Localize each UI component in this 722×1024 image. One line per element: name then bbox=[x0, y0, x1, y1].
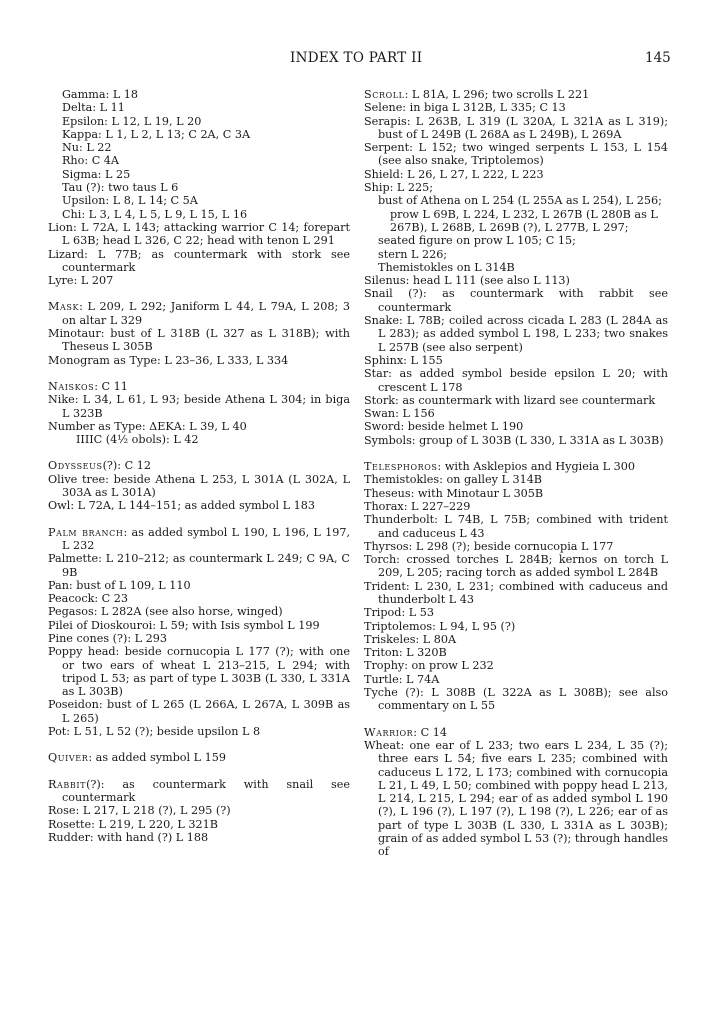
index-subentry bbox=[48, 181, 350, 194]
index-entry bbox=[48, 698, 350, 725]
index-entry bbox=[364, 420, 668, 433]
index-entry bbox=[364, 367, 668, 394]
entry-text: Triptolemos: L 94, L 95 (?) bbox=[364, 619, 516, 633]
entry-text: Rho: C 4A bbox=[62, 154, 120, 168]
index-entry bbox=[364, 633, 668, 646]
index-entry bbox=[48, 300, 350, 327]
index-entry bbox=[48, 393, 350, 420]
index-entry bbox=[364, 354, 668, 367]
index-entry bbox=[364, 394, 668, 407]
entry-text: Epsilon: L 12, L 19, L 20 bbox=[62, 114, 202, 128]
index-entry bbox=[364, 739, 668, 859]
entry-text: Ship: L 225; bbox=[364, 181, 434, 195]
index-entry bbox=[364, 540, 668, 553]
section-headword: Quiver bbox=[48, 751, 89, 765]
page-number: 145 bbox=[645, 50, 671, 66]
entry-text: : with Asklepios and Hygieia L 300 bbox=[437, 460, 635, 474]
entry-text: Thunderbolt: L 74B, L 75B; combined with trident and caduceus L 43 bbox=[364, 513, 668, 540]
entry-text: Tau (?): two taus L 6 bbox=[62, 181, 179, 195]
entry-text: Snail (?): as countermark with rabbit see countermark bbox=[364, 287, 668, 314]
section-gap bbox=[48, 765, 350, 778]
entry-text: Pilei of Dioskouroi: L 59; with Isis symbol L 199 bbox=[48, 618, 320, 632]
index-entry bbox=[364, 659, 668, 672]
index-entry bbox=[364, 553, 668, 580]
index-entry bbox=[48, 831, 350, 844]
entry-text: Minotaur: bust of L 318B (L 327 as L 318B); with Theseus L 305B bbox=[48, 327, 350, 354]
index-entry bbox=[364, 314, 668, 354]
entry-text: Themistokles: on galley L 314B bbox=[364, 473, 543, 487]
entry-text: Monogram as Type: L 23–36, L 333, L 334 bbox=[48, 353, 289, 367]
section-headword: Naiskos bbox=[48, 379, 95, 393]
index-entry bbox=[364, 500, 668, 513]
entry-text: Pan: bust of L 109, L 110 bbox=[48, 578, 191, 592]
index-entry bbox=[364, 686, 668, 713]
entry-text: Silenus: head L 111 (see also L 113) bbox=[364, 274, 570, 288]
section-gap bbox=[48, 367, 350, 380]
entry-text: Star: as added symbol beside epsilon L 20; with crescent L 178 bbox=[364, 367, 668, 394]
index-entry bbox=[48, 499, 350, 512]
running-head: INDEX TO PART II bbox=[290, 50, 423, 66]
section-headword: Rabbit bbox=[48, 777, 87, 791]
index-entry bbox=[364, 88, 668, 101]
right-column bbox=[364, 88, 668, 859]
entry-text: Wheat: one ear of L 233; two ears L 234, L 35 (?); three ears L 54; five ears L 235; combined with caduceus L 172, L 173; combined with cornucopia L 21, L 49, L 50; combined with poppy head L 213, L 214, L 215, L 294; ear of as added symbol L 190 (?), L 196 (?), L 197 (?), L 198 (?), L 226; ear of as part of type L 303B (L 330, L 331A as L 303B); grain of as added symbol L 53 (?); through handles of bbox=[364, 738, 668, 859]
entry-text: Shield: L 26, L 27, L 222, L 223 bbox=[364, 167, 544, 181]
index-subentry bbox=[364, 261, 668, 274]
entry-text: Trident: L 230, L 231; combined with caduceus and thunderbolt L 43 bbox=[364, 579, 668, 606]
entry-text: : L 209, L 292; Janiform L 44, L 79A, L 208; 3 on altar L 329 bbox=[62, 300, 350, 327]
index-entry bbox=[48, 459, 350, 472]
index-entry bbox=[48, 327, 350, 354]
section-headword: Scroll bbox=[364, 88, 405, 101]
entry-text: Rudder: with hand (?) L 188 bbox=[48, 830, 209, 844]
entry-text: Tyche (?): L 308B (L 322A as L 308B); see also commentary on L 55 bbox=[364, 686, 668, 713]
section-headword: Odysseus bbox=[48, 459, 103, 473]
entry-text: Lyre: L 207 bbox=[48, 274, 114, 288]
index-entry bbox=[48, 248, 350, 275]
index-entry bbox=[48, 354, 350, 367]
entry-text: Nike: L 34, L 61, L 93; beside Athena L 304; in biga L 323B bbox=[48, 393, 350, 420]
index-entry bbox=[48, 526, 350, 553]
index-entry bbox=[48, 804, 350, 817]
index-entry bbox=[364, 168, 668, 181]
section-headword: Palm branch bbox=[48, 525, 124, 539]
entry-text: Rosette: L 219, L 220, L 321B bbox=[48, 817, 218, 831]
index-entry bbox=[364, 513, 668, 540]
entry-text: Swan: L 156 bbox=[364, 407, 435, 421]
index-entry bbox=[364, 434, 668, 447]
index-entry bbox=[48, 818, 350, 831]
index-entry bbox=[48, 751, 350, 764]
entry-text: Kappa: L 1, L 2, L 13; C 2A, C 3A bbox=[62, 127, 251, 141]
index-entry bbox=[364, 141, 668, 168]
index-subentry bbox=[48, 194, 350, 207]
entry-text: Triton: L 320B bbox=[364, 646, 447, 660]
index-entry bbox=[48, 473, 350, 500]
index-subentry bbox=[364, 248, 668, 261]
entry-text: Symbols: group of L 303B (L 330, L 331A as L 303B) bbox=[364, 433, 664, 447]
entry-text: Snake: L 78B; coiled across cicada L 283 (L 284A as L 283); as added symbol L 198, L 233; two snakes L 257B (see also serpent) bbox=[364, 314, 668, 354]
entry-text: Pot: L 51, L 52 (?); beside upsilon L 8 bbox=[48, 725, 261, 739]
entry-text: Sphinx: L 155 bbox=[364, 353, 443, 367]
index-entry bbox=[364, 101, 668, 114]
index-subentry bbox=[364, 194, 668, 234]
section-headword: Mask bbox=[48, 300, 80, 314]
index-entry bbox=[48, 778, 350, 805]
entry-text: Number as Type: ΔΕΚΑ: L 39, L 40 bbox=[48, 419, 247, 433]
left-column bbox=[48, 88, 350, 844]
entry-text: (?): C 12 bbox=[102, 459, 151, 473]
index-entry bbox=[364, 606, 668, 619]
entry-text: Triskeles: L 80A bbox=[364, 632, 457, 646]
entry-text: Nu: L 22 bbox=[62, 141, 112, 155]
entry-text: Thorax: L 227–229 bbox=[364, 499, 471, 513]
index-entry bbox=[48, 274, 350, 287]
entry-text: bust of Athena on L 254 (L 255A as L 254), L 256; prow L 69B, L 224, L 232, L 267B (L 280B as L 267B), L 268B, L 269B (?), L 277B, L 297; bbox=[378, 194, 662, 234]
index-entry bbox=[48, 619, 350, 632]
entry-text: Serapis: L 263B, L 319 (L 320A, L 321A as L 319); bust of L 249B (L 268A as L 249B), L 269A bbox=[364, 114, 668, 141]
index-entry bbox=[48, 420, 350, 433]
index-entry bbox=[364, 473, 668, 486]
entry-text: Rose: L 217, L 218 (?), L 295 (?) bbox=[48, 804, 231, 818]
entry-text: Peacock: C 23 bbox=[48, 592, 129, 606]
index-entry bbox=[364, 115, 668, 142]
entry-text: : as added symbol L 190, L 196, L 197, L 232 bbox=[62, 525, 351, 552]
entry-text: Selene: in biga L 312B, L 335; C 13 bbox=[364, 101, 566, 115]
entry-text: Thyrsos: L 298 (?); beside cornucopia L 177 bbox=[364, 539, 614, 553]
entry-text: Lion: L 72A, L 143; attacking warrior C 14; forepart L 63B; head L 326, C 22; head with tenon L 291 bbox=[48, 220, 350, 248]
index-subentry bbox=[48, 128, 350, 141]
index-entry bbox=[364, 673, 668, 686]
index-entry bbox=[48, 552, 350, 579]
index-entry bbox=[48, 380, 350, 393]
entry-text: Chi: L 3, L 4, L 5, L 9, L 15, L 16 bbox=[62, 207, 248, 221]
entry-text: Olive tree: beside Athena L 253, L 301A (L 302A, L 303A as L 301A) bbox=[48, 472, 350, 500]
index-entry bbox=[364, 620, 668, 633]
index-entry bbox=[364, 274, 668, 287]
index-entry bbox=[364, 646, 668, 659]
section-headword: Telesphoros bbox=[364, 460, 438, 474]
index-subentry bbox=[48, 154, 350, 167]
entry-text: Tripod: L 53 bbox=[364, 606, 434, 620]
entry-text: Theseus: with Minotaur L 305B bbox=[364, 486, 544, 500]
index-entry bbox=[48, 579, 350, 592]
index-subentry bbox=[48, 433, 350, 446]
entry-text: Gamma: L 18 bbox=[62, 88, 139, 101]
section-gap bbox=[48, 446, 350, 459]
entry-text: Owl: L 72A, L 144–151; as added symbol L 183 bbox=[48, 499, 316, 513]
index-entry bbox=[364, 407, 668, 420]
index-entry bbox=[364, 580, 668, 607]
entry-text: Serpent: L 152; two winged serpents L 153, L 154 (see also snake, Triptolemos) bbox=[364, 141, 668, 168]
index-entry bbox=[48, 632, 350, 645]
entry-text: Palmette: L 210–212; as countermark L 249; C 9A, C 9B bbox=[48, 552, 350, 579]
section-gap bbox=[48, 738, 350, 751]
entry-text: : C 11 bbox=[94, 379, 128, 393]
index-entry bbox=[48, 725, 350, 738]
entry-text: stern L 226; bbox=[378, 247, 448, 261]
entry-text: : as added symbol L 159 bbox=[88, 751, 226, 765]
entry-text: Upsilon: L 8, L 14; C 5A bbox=[62, 194, 198, 208]
entry-text: Poseidon: bust of L 265 (L 266A, L 267A, L 309B as L 265) bbox=[48, 698, 350, 725]
index-subentry bbox=[48, 208, 350, 221]
index-entry bbox=[364, 460, 668, 473]
index-subentry bbox=[48, 168, 350, 181]
index-entry bbox=[364, 287, 668, 314]
entry-text: Torch: crossed torches L 284B; kernos on torch L 209, L 205; racing torch as added symbol L 284B bbox=[364, 553, 668, 580]
index-subentry bbox=[48, 88, 350, 101]
entry-text: Pegasos: L 282A (see also horse, winged) bbox=[48, 605, 283, 619]
section-gap bbox=[364, 713, 668, 726]
index-entry bbox=[48, 645, 350, 698]
index-entry bbox=[48, 605, 350, 618]
entry-text: Trophy: on prow L 232 bbox=[364, 659, 494, 673]
entry-text: (?): as countermark with snail see countermark bbox=[62, 777, 350, 804]
index-subentry bbox=[48, 101, 350, 114]
entry-text: IIIIC (4½ obols): L 42 bbox=[76, 433, 199, 447]
index-entry bbox=[48, 221, 350, 248]
index-subentry bbox=[48, 115, 350, 128]
index-entry bbox=[364, 181, 668, 194]
entry-text: Sword: beside helmet L 190 bbox=[364, 420, 524, 434]
index-subentry bbox=[364, 234, 668, 247]
section-gap bbox=[364, 447, 668, 460]
entry-text: Poppy head: beside cornucopia L 177 (?); with one or two ears of wheat L 213–215, L 294; with tripod L 53; as part of type L 303B (L 330, L 331A as L 303B) bbox=[48, 645, 350, 699]
section-gap bbox=[48, 287, 350, 300]
entry-text: Turtle: L 74A bbox=[364, 672, 440, 686]
section-gap bbox=[48, 513, 350, 526]
index-subentry bbox=[48, 141, 350, 154]
entry-text: Themistokles on L 314B bbox=[378, 260, 515, 274]
entry-text: : C 14 bbox=[413, 725, 447, 739]
entry-text: seated figure on prow L 105; C 15; bbox=[378, 234, 576, 248]
entry-text: Stork: as countermark with lizard see countermark bbox=[364, 393, 656, 407]
entry-text: : L 81A, L 296; two scrolls L 221 bbox=[404, 88, 590, 101]
index-entry bbox=[364, 487, 668, 500]
section-headword: Warrior bbox=[364, 725, 414, 739]
index-entry bbox=[364, 726, 668, 739]
entry-text: Sigma: L 25 bbox=[62, 167, 131, 181]
index-entry bbox=[48, 592, 350, 605]
entry-text: Lizard: L 77B; as countermark with stork see countermark bbox=[48, 247, 350, 274]
entry-text: Pine cones (?): L 293 bbox=[48, 631, 168, 645]
entry-text: Delta: L 11 bbox=[62, 101, 125, 115]
